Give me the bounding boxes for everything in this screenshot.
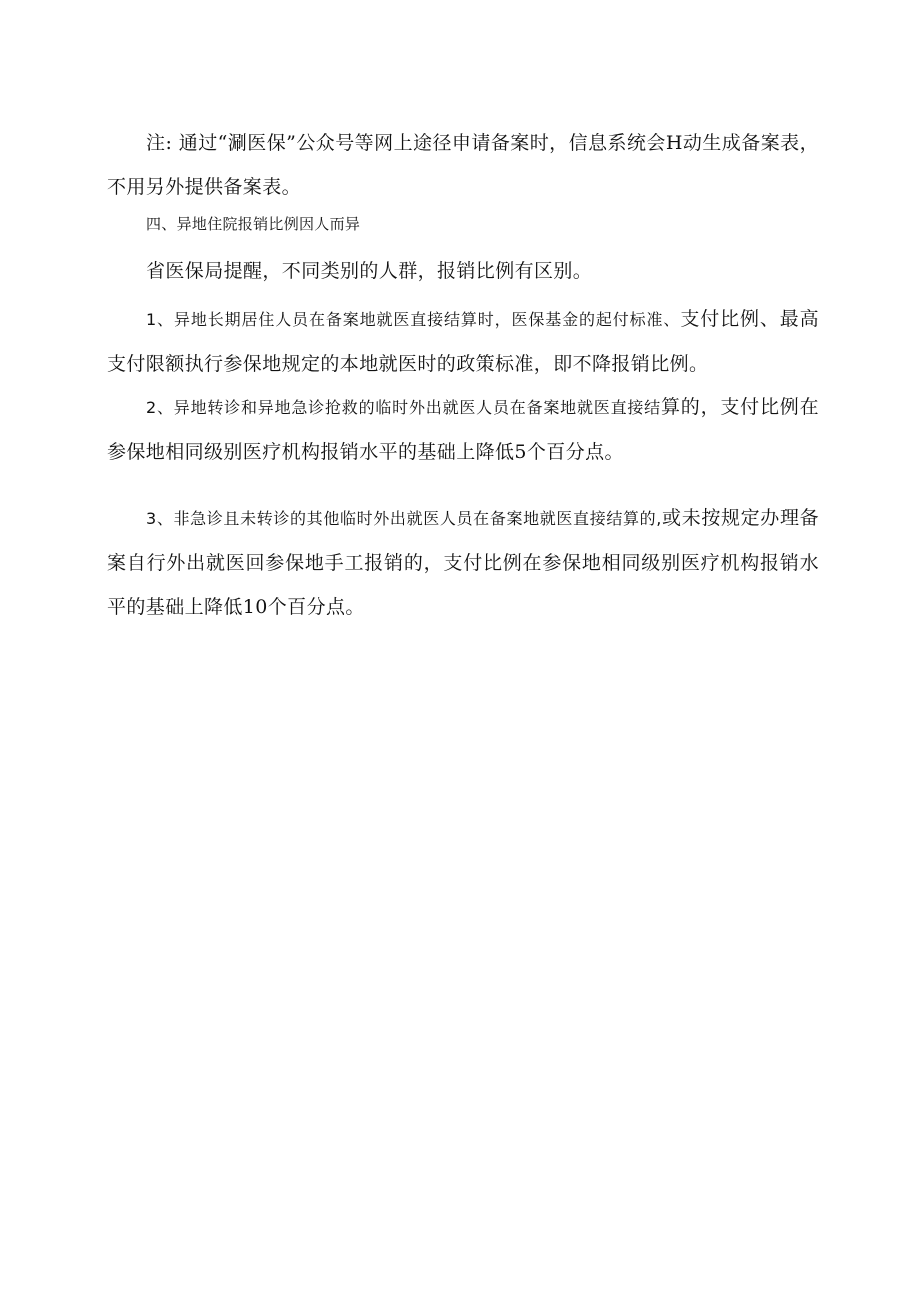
list-item-lead: 2、异地转诊和异地急诊抢救的临时外出就医人员在备案地就医直接结 (146, 398, 661, 417)
list-item-1 (107, 297, 819, 386)
section-heading: 四、异地住院报销比例因人而异 (146, 215, 361, 233)
intro-paragraph: 省医保局提醒，不同类别的人群，报销比例有区别。 (146, 260, 593, 282)
list-item-text: 或未按规定办理备案自行外出就医回参保地手工报销的，支付比例在参保地相同级别医疗机构报销水平的基础上降低10个百分点。 (107, 507, 819, 618)
list-item-text: 算的，支付比例在参保地相同级别医疗机构报销水平的基础上降低5个百分点。 (107, 396, 819, 463)
list-item-lead: 1、异地长期居住人员在备案地就医直接结算时，医保基金的起付标准、 (146, 310, 681, 329)
note-paragraph: 注: 通过“涮医保”公众号等网上途径申请备案时，信息系统会H动生成备案表，不用另外提供备案表。 (107, 132, 819, 198)
list-item-2 (107, 385, 819, 474)
list-item-lead: 3、非急诊且未转诊的其他临时外出就医人员在备案地就医直接结算的, (146, 509, 662, 528)
list-item-text: 支付比例、最高支付限额执行参保地规定的本地就医时的政策标准，即不降报销比例。 (107, 308, 819, 375)
list-item-3 (107, 496, 819, 629)
